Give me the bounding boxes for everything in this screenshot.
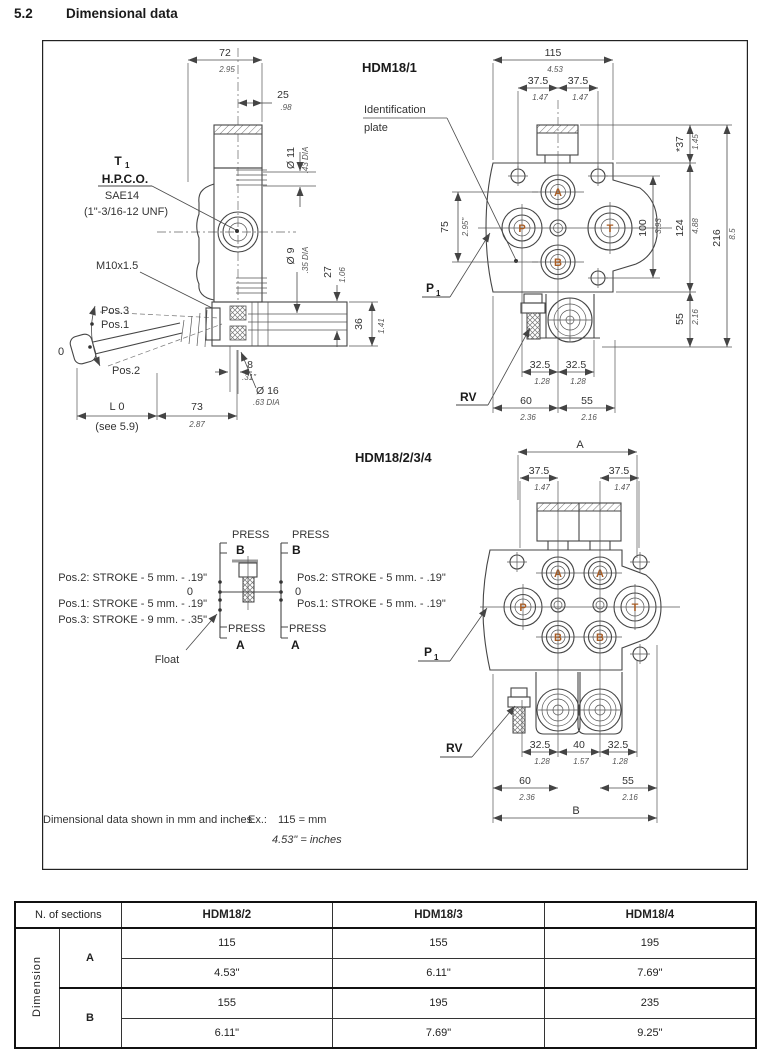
dim-375l-mm: 37.5 [528, 465, 550, 477]
dim-325a-in: 1.28 [534, 377, 550, 386]
dim-25-in: .98 [280, 103, 292, 112]
t1-hpco-label [84, 154, 239, 233]
dim-55r-mm: 55 [674, 313, 686, 325]
dim-36-in: 1.41 [377, 318, 386, 334]
dim-dia9-in: .35 DIA [301, 246, 310, 274]
dim-115-mm: 115 [544, 47, 562, 59]
stroke-left-pos2: Pos.2: STROKE - 5 mm. - .19" [58, 572, 207, 584]
dim-L0-note: (see 5.9) [95, 421, 139, 433]
dim-375l-in: 1.47 [532, 93, 548, 102]
stroke-left-zero: 0 [186, 586, 193, 598]
dim-25-mm: 25 [277, 89, 289, 101]
p1-label-1 [422, 233, 490, 298]
relief-valve-assembly-1 [521, 294, 600, 342]
press-label-lb: PRESS [228, 623, 266, 635]
zero-label: 0 [58, 346, 65, 358]
cell-a-in-hdm18-3: 6.11" [333, 958, 545, 988]
p1-subscript: 1 [434, 653, 439, 662]
thread-label [96, 260, 212, 308]
dim-325b-mm: 32.5 [565, 359, 587, 371]
dim-A [518, 439, 637, 558]
dim-8 [215, 346, 257, 394]
dim-27 [322, 266, 347, 347]
dim-60-in: 2.36 [520, 413, 536, 422]
note-ex: Ex.: [248, 814, 267, 826]
cell-b-in-hdm18-2: 6.11" [121, 1018, 333, 1048]
dim-25 [238, 89, 292, 112]
dim-27-mm: 27 [322, 266, 334, 278]
port-a1-label: A [554, 568, 562, 580]
dim-8-in: .31" [242, 373, 256, 382]
t1-subscript: 1 [125, 161, 130, 170]
cell-a-in-hdm18-2: 4.53" [121, 958, 333, 988]
dim-75-in: 2.95" [461, 217, 470, 237]
dim-27-in: 1.06 [338, 267, 347, 283]
dim-73-in: 2.87 [189, 420, 205, 429]
dim-40-mm: 40 [573, 739, 585, 751]
dim-375-left-1 [518, 75, 558, 168]
pos2-label: Pos.2 [112, 365, 141, 377]
hdm18-1-title: HDM18/1 [362, 60, 417, 75]
dim-55b-mm: 55 [581, 395, 593, 407]
dim-375r-mm: 37.5 [608, 465, 630, 477]
dim-100-in: 3.93 [654, 218, 663, 234]
dim-72 [188, 47, 262, 182]
cell-b-mm-hdm18-3: 195 [333, 988, 545, 1018]
p1-text: P [426, 281, 435, 295]
table-row-a-label: A [59, 928, 121, 988]
section-number: 5.2 [14, 6, 33, 21]
drawing-area [42, 40, 748, 870]
bottom-dims-1 [493, 252, 615, 422]
dim-36-mm: 36 [353, 318, 365, 330]
cell-a-mm-hdm18-4: 195 [544, 928, 756, 958]
dim-375l-mm: 37.5 [527, 75, 549, 87]
dimension-note [43, 814, 342, 846]
port-b-label: B [554, 257, 562, 269]
hpco-label: H.P.C.O. [101, 172, 149, 186]
a-label-l: A [236, 638, 245, 652]
dimension-table [14, 901, 757, 1049]
relief-valve-assembly-234 [508, 672, 622, 734]
p1-text: P [424, 645, 433, 659]
dim-216-mm: 216 [711, 229, 723, 247]
dim-375r-in: 1.47 [614, 483, 630, 492]
press-label-rb: PRESS [289, 623, 327, 635]
dim-dia11 [263, 147, 316, 207]
dim-60-mm: 60 [520, 395, 532, 407]
stroke-right-zero: 0 [295, 586, 302, 598]
dim-55r-in: 2.16 [691, 309, 700, 325]
dim-115 [493, 47, 613, 160]
dim-L0-mm: L 0 [109, 401, 125, 413]
table-col-hdm18-2: HDM18/2 [121, 902, 333, 928]
port-b2-label: B [596, 632, 604, 644]
cell-a-mm-hdm18-3: 155 [333, 928, 545, 958]
table-col-hdm18-3: HDM18/3 [333, 902, 545, 928]
table-row-b-label: B [59, 988, 121, 1048]
note-text: Dimensional data shown in mm and inches [43, 814, 253, 826]
cell-a-mm-hdm18-2: 115 [121, 928, 333, 958]
p1-label-234 [418, 608, 487, 662]
dim-325b-in: 1.28 [612, 757, 628, 766]
press-label-rt: PRESS [292, 529, 330, 541]
ports-hdm18-234 [480, 557, 680, 653]
dim-dia16-in: .63 DIA [253, 398, 280, 407]
dim-325a-mm: 32.5 [529, 359, 551, 371]
dim-40-in: 1.57 [573, 757, 589, 766]
dim-124-in: 4.88 [691, 218, 700, 234]
id-plate-line2: plate [364, 122, 388, 134]
dim-325a-mm: 32.5 [529, 739, 551, 751]
hdm18-234-title: HDM18/2/3/4 [355, 450, 432, 465]
dim-72-in: 2.95 [219, 65, 235, 74]
table-corner: N. of sections [15, 902, 121, 928]
dim-dia16-mm: Ø 16 [256, 385, 279, 397]
port-t-label: T [606, 223, 614, 235]
stroke-right-pos2: Pos.2: STROKE - 5 mm. - .19" [297, 572, 446, 584]
rv-text: RV [446, 741, 463, 755]
dim-115-in: 4.53 [547, 65, 563, 74]
table-side-label [15, 928, 59, 1048]
dim-dia9 [285, 247, 310, 313]
port-p-label: P [519, 602, 527, 614]
dim-375r-in: 1.47 [572, 93, 588, 102]
stroke-diagram [58, 529, 446, 666]
cell-b-in-hdm18-3: 7.69" [333, 1018, 545, 1048]
stroke-left-pos3: Pos.3: STROKE - 9 mm. - .35" [58, 614, 207, 626]
dim-55-mm: 55 [622, 775, 634, 787]
dim-325b-in: 1.28 [570, 377, 586, 386]
a-label-r: A [291, 638, 300, 652]
dim-L0-73 [77, 350, 237, 433]
dim-325b-mm: 32.5 [607, 739, 629, 751]
right-dims-1 [580, 125, 737, 347]
dim-216-in: 8.5 [728, 228, 737, 240]
port-p-label: P [518, 223, 526, 235]
port-a2-label: A [596, 568, 604, 580]
dim-dia9-mm: Ø 9 [285, 247, 297, 265]
cell-b-mm-hdm18-4: 235 [544, 988, 756, 1018]
id-plate-line1: Identification [364, 104, 426, 116]
hdm18-1-drawing [362, 47, 737, 422]
port-b1-label: B [554, 632, 562, 644]
dim-325a-in: 1.28 [534, 757, 550, 766]
dim-60-mm: 60 [519, 775, 531, 787]
cell-a-in-hdm18-4: 7.69" [544, 958, 756, 988]
t1-label: T [114, 154, 122, 168]
m10-label: M10x1.5 [96, 260, 139, 272]
dim-124-mm: 124 [674, 219, 686, 237]
dim-375r-mm: 37.5 [567, 75, 589, 87]
unf-label: (1"-3/16-12 UNF) [84, 206, 168, 218]
dim-60-in: 2.36 [519, 793, 535, 802]
note-mm-example: 115 = mm [278, 814, 327, 826]
cell-b-in-hdm18-4: 9.25" [544, 1018, 756, 1048]
page-heading [14, 6, 178, 21]
pos1-label: Pos.1 [101, 319, 130, 331]
sae-label: SAE14 [104, 190, 140, 202]
dim-B-label: B [572, 805, 580, 817]
float-label: Float [154, 654, 180, 666]
dim-100-mm: 100 [637, 219, 649, 237]
dim-55-in: 2.16 [622, 793, 638, 802]
port-t-label: T [631, 602, 639, 614]
pos3-label: Pos.3 [101, 305, 130, 317]
note-in-example: 4.53" = inches [272, 834, 342, 846]
port-a-label: A [554, 187, 562, 199]
dim-dia11-in: .43 DIA [301, 146, 310, 174]
stroke-right-pos1: Pos.1: STROKE - 5 mm. - .19" [297, 598, 446, 610]
press-label-lt: PRESS [232, 529, 270, 541]
rv-label-234 [440, 706, 515, 757]
rv-text: RV [460, 390, 477, 404]
identification-plate-label [363, 104, 518, 263]
dim-8-mm: 8 [247, 359, 253, 371]
b-label-r: B [292, 543, 301, 557]
hdm18-234-drawing [355, 439, 680, 823]
dim-73-mm: 73 [191, 401, 203, 413]
dim-dia11-mm: Ø 11 [285, 147, 297, 169]
dim-37-mm: *37 [674, 136, 686, 152]
page-title: Dimensional data [66, 6, 178, 21]
dim-55b-in: 2.16 [581, 413, 597, 422]
b-label-l: B [236, 543, 245, 557]
technical-drawing-svg [42, 40, 748, 870]
cell-b-mm-hdm18-2: 155 [121, 988, 333, 1018]
dim-36 [349, 302, 386, 346]
table-col-hdm18-4: HDM18/4 [544, 902, 756, 928]
dim-A-label: A [576, 439, 584, 451]
dimension-rotated-text: Dimension [31, 956, 44, 1017]
dim-72-mm: 72 [219, 47, 231, 59]
stroke-left-pos1: Pos.1: STROKE - 5 mm. - .19" [58, 598, 207, 610]
side-view-drawing [58, 47, 386, 433]
dim-375l-in: 1.47 [534, 483, 550, 492]
dim-37-in: 1.45 [691, 134, 700, 150]
p1-subscript: 1 [436, 289, 441, 298]
dim-75-mm: 75 [439, 221, 451, 233]
